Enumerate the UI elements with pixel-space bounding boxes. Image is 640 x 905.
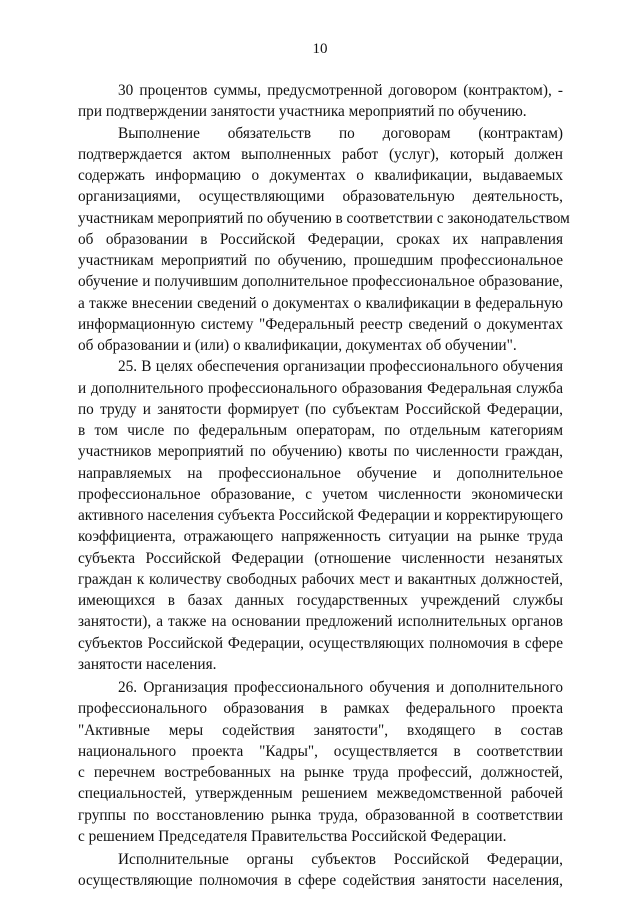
text-line: обучение и получившим дополнительное профессиональное образование, — [78, 273, 563, 291]
text-line: активного населения субъекта Российской Федерации и корректирующего — [78, 507, 563, 524]
text-line: содержать информацию о документах о квалификации, выдаваемых — [78, 167, 563, 184]
text-line: профессионального образования в рамках федерального проекта — [78, 700, 563, 718]
page-number: 10 — [312, 41, 328, 57]
text-line: занятости населения. — [78, 655, 217, 673]
text-line: субъекта Российской Федерации (отношение численности незанятых — [78, 549, 563, 567]
text-line: организациями, осуществляющими образовательную деятельность, — [78, 188, 563, 206]
text-line: специальностей, утвержденным решением межведомственной рабочей — [78, 785, 563, 803]
paragraph-item-26 — [78, 677, 563, 847]
text-line: 30 процентов суммы, предусмотренной договором (контрактом), - — [118, 82, 563, 99]
text-line: граждан к количеству свободных рабочих мест и вакантных должностей, — [78, 570, 563, 588]
text-line: направляемых на профессиональное обучение и дополнительное — [78, 464, 563, 482]
paragraph-item-25 — [78, 356, 563, 675]
text-line: профессиональное образование, с учетом численности экономически — [78, 485, 563, 503]
text-line: 26. Организация профессионального обучения и дополнительного — [118, 679, 563, 696]
text-line: "Активные меры содействия занятости", входящего в состав — [78, 721, 563, 739]
text-line: об образовании и (или) о квалификации, документах об обучении". — [78, 337, 517, 354]
text-line: Выполнение обязательств по договорам (контрактам) — [118, 124, 563, 142]
text-line: в том числе по федеральным операторам, по отдельным категориям — [78, 422, 563, 439]
text-line: участникам мероприятий по обучению, прошедшим профессиональное — [78, 252, 563, 269]
text-line: и дополнительного профессионального образования Федеральная служба — [78, 379, 563, 397]
text-line: участников мероприятий по обучению) квоты по численности граждан, — [78, 443, 563, 461]
text-line: подтверждается актом выполненных работ (услуг), который должен — [78, 145, 563, 163]
text-line: занятости), а также на основании предложений исполнительных органов — [78, 613, 563, 631]
text-line: Исполнительные органы субъектов Российской Федерации, — [118, 851, 563, 868]
paragraph-obligations — [78, 123, 570, 357]
text-line: об образовании в Российской Федерации, сроках их направления — [78, 230, 563, 248]
text-line: участникам мероприятий по обучению в соответствии с законодательством — [78, 209, 570, 227]
paragraph-contract-percent — [78, 80, 563, 123]
text-line: группы по восстановлению рынка труда, образованной в соответствии — [78, 806, 563, 824]
text-line: субъектов Российской Федерации, осуществляющих полномочия в сфере — [78, 634, 563, 652]
paragraph-executive-bodies — [78, 849, 563, 892]
text-line: с решением Председателя Правительства Российской Федерации. — [78, 827, 507, 845]
text-line: с перечнем востребованных на рынке труда профессий, должностей, — [78, 764, 563, 781]
document-body — [78, 80, 570, 892]
text-line: информационную систему "Федеральный реестр сведений о документах — [78, 315, 563, 333]
text-line: национального проекта "Кадры", осуществляется в соответствии — [78, 742, 563, 760]
text-line: при подтверждении занятости участника мероприятий по обучению. — [78, 103, 527, 121]
text-line: а также внесении сведений о документах о квалификации в федеральную — [78, 294, 563, 312]
text-line: имеющихся в базах данных государственных учреждений службы — [78, 592, 563, 609]
text-line: по труду и занятости формирует (по субъектам Российской Федерации, — [78, 400, 563, 418]
text-line: осуществляющие полномочия в сфере содействия занятости населения, — [78, 872, 563, 890]
text-line: 25. В целях обеспечения организации профессионального обучения — [118, 358, 563, 376]
text-line: коэффициента, отражающего напряженность ситуации на рынке труда — [78, 528, 563, 546]
